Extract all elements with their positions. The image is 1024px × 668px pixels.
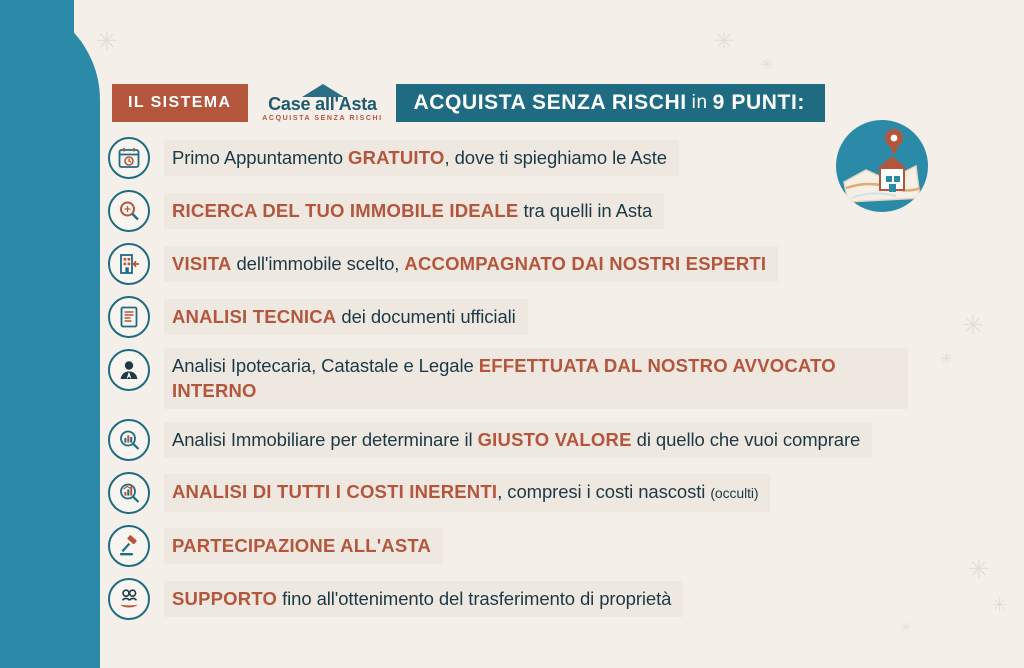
list-item bbox=[108, 136, 908, 180]
list-item-text-wrap bbox=[164, 136, 908, 180]
list-item-text-wrap bbox=[164, 577, 908, 621]
sparkle-icon: ✳ bbox=[968, 554, 990, 584]
left-decorative-panel bbox=[0, 0, 100, 668]
list-item bbox=[108, 295, 908, 339]
list-item bbox=[108, 471, 908, 515]
text-segment-strong: ANALISI DI TUTTI I COSTI INERENTI bbox=[172, 481, 498, 502]
gavel-icon bbox=[108, 525, 150, 567]
sparkle-icon: ✳ bbox=[992, 595, 1008, 615]
list-item bbox=[108, 418, 908, 462]
list-item-label bbox=[164, 140, 679, 176]
list-item-text-wrap bbox=[164, 242, 908, 286]
list-item-label bbox=[164, 193, 664, 229]
brand-logo bbox=[248, 84, 396, 122]
text-segment-strong: ANALISI TECNICA bbox=[172, 306, 337, 327]
list-item-text-wrap bbox=[164, 348, 908, 409]
text-segment-strong: ACCOMPAGNATO DAI NOSTRI ESPERTI bbox=[404, 253, 767, 274]
header-banner-light: in bbox=[691, 92, 708, 113]
list-item-label bbox=[164, 422, 872, 458]
sparkle-icon: ✳ bbox=[962, 310, 984, 340]
costs-magnifier-icon bbox=[108, 472, 150, 514]
list-item-label bbox=[164, 474, 770, 512]
lawyer-person-icon bbox=[108, 349, 150, 391]
list-item bbox=[108, 348, 908, 409]
text-segment: tra quelli in Asta bbox=[518, 200, 653, 221]
list-item-text-wrap bbox=[164, 295, 908, 339]
text-segment: dell'immobile scelto, bbox=[231, 253, 405, 274]
list-item-text-wrap bbox=[164, 471, 908, 515]
text-segment-small: (occulti) bbox=[710, 485, 759, 501]
house-roof-icon bbox=[302, 84, 344, 94]
text-segment: , compresi i costi nascosti bbox=[497, 481, 711, 502]
text-segment: Analisi Immobiliare per determinare il bbox=[172, 429, 478, 450]
sparkle-icon: ✳ bbox=[900, 619, 912, 635]
header-banner bbox=[396, 84, 825, 122]
document-technical-icon bbox=[108, 296, 150, 338]
text-segment: fino all'ottenimento del trasferimento di proprietà bbox=[277, 588, 672, 609]
text-segment-strong: PARTECIPAZIONE ALL'ASTA bbox=[172, 535, 432, 556]
sparkle-icon: ✳ bbox=[760, 57, 774, 74]
magnifier-icon bbox=[108, 190, 150, 232]
brand-subtitle: ACQUISTA SENZA RISCHI bbox=[262, 115, 383, 122]
list-item bbox=[108, 577, 908, 621]
brand-name: Case all'Asta bbox=[268, 94, 377, 114]
text-segment-strong: VISITA bbox=[172, 253, 232, 274]
sparkle-icon: ✳ bbox=[96, 26, 118, 56]
calendar-clock-icon bbox=[108, 137, 150, 179]
header bbox=[112, 84, 825, 122]
list-item bbox=[108, 524, 908, 568]
text-segment: , dove ti spieghiamo le Aste bbox=[444, 147, 667, 168]
system-points-list bbox=[108, 136, 908, 630]
list-item-label bbox=[164, 246, 778, 282]
map-pin-house-icon bbox=[836, 120, 928, 212]
list-item-text-wrap bbox=[164, 418, 908, 462]
list-item bbox=[108, 189, 908, 233]
list-item-label bbox=[164, 299, 528, 335]
list-item-label bbox=[164, 581, 683, 617]
list-item-label bbox=[164, 528, 443, 564]
chart-magnifier-icon bbox=[108, 419, 150, 461]
sparkle-icon: ✳ bbox=[714, 28, 735, 55]
text-segment-strong: SUPPORTO bbox=[172, 588, 278, 609]
text-segment-strong: GIUSTO VALORE bbox=[477, 429, 632, 450]
text-segment-strong: RICERCA DEL TUO IMMOBILE IDEALE bbox=[172, 200, 519, 221]
text-segment-strong: EFFETTUATA DAL NOSTRO AVVOCATO INTERNO bbox=[172, 355, 836, 401]
text-segment: Analisi Ipotecaria, Catastale e Legale bbox=[172, 355, 479, 376]
support-hands-icon bbox=[108, 578, 150, 620]
header-banner-strong-2: 9 PUNTI: bbox=[712, 91, 805, 114]
building-visit-icon bbox=[108, 243, 150, 285]
text-segment: dei documenti ufficiali bbox=[336, 306, 516, 327]
header-banner-strong-1: ACQUISTA SENZA RISCHI bbox=[413, 91, 687, 114]
list-item bbox=[108, 242, 908, 286]
text-segment: di quello che vuoi comprare bbox=[631, 429, 861, 450]
header-tag: IL SISTEMA bbox=[112, 84, 248, 122]
list-item-text-wrap bbox=[164, 189, 908, 233]
list-item-text-wrap bbox=[164, 524, 908, 568]
text-segment: Primo Appuntamento bbox=[172, 147, 349, 168]
left-decorative-panel-inner bbox=[0, 0, 74, 668]
sparkle-icon: ✳ bbox=[940, 351, 954, 368]
list-item-label bbox=[164, 348, 908, 409]
text-segment-strong: GRATUITO bbox=[348, 147, 445, 168]
